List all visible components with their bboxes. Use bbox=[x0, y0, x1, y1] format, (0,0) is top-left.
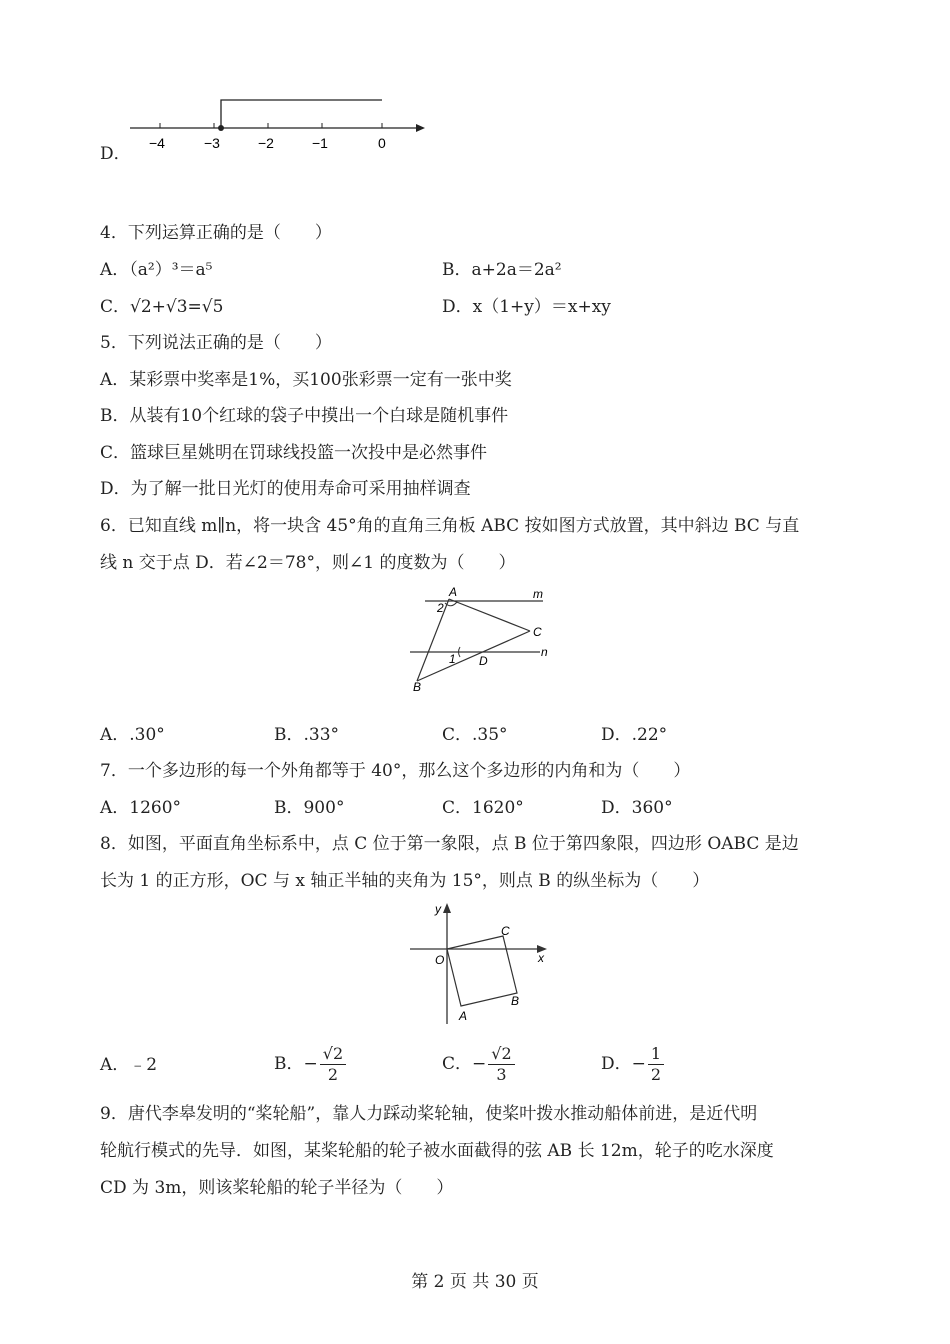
figure-label: D bbox=[479, 654, 488, 668]
tick-label: −2 bbox=[258, 135, 274, 151]
tick-label: 0 bbox=[378, 135, 386, 151]
q9-stem-line1: 9．唐代李皋发明的“桨轮船”，靠人力踩动桨轮轴，使桨叶拨水推动船体前进，是近代明 bbox=[100, 1104, 758, 1124]
q8-option-d bbox=[601, 1040, 664, 1088]
figure-label: y bbox=[435, 902, 441, 916]
q4-option-a: A．（a²）³＝a⁵ bbox=[100, 260, 213, 280]
q3-option-d: D． bbox=[100, 144, 131, 164]
figure-label: B bbox=[511, 994, 520, 1008]
q5-stem: 5．下列说法正确的是（ ） bbox=[100, 333, 332, 353]
q5-option-a: A．某彩票中奖率是1%，买100张彩票一定有一张中奖 bbox=[100, 370, 512, 390]
q9-stem-line3: CD 为 3m，则该桨轮船的轮子半径为（ ） bbox=[100, 1178, 454, 1198]
figure-label: 1 bbox=[449, 652, 456, 666]
figure-label: A bbox=[459, 1009, 468, 1023]
q6-option-b: B．.33° bbox=[274, 725, 340, 745]
fraction-denominator: 3 bbox=[496, 1065, 507, 1084]
q4-option-b: B．a+2a＝2a² bbox=[442, 260, 562, 280]
q5-option-d: D．为了解一批日光灯的使用寿命可采用抽样调查 bbox=[100, 479, 471, 499]
fraction-numerator: 1 bbox=[648, 1044, 664, 1065]
fraction bbox=[320, 1044, 346, 1085]
q6-option-d: D．.22° bbox=[601, 725, 668, 745]
q6-triangle-figure bbox=[405, 585, 560, 695]
q5-option-c: C．篮球巨星姚明在罚球线投篮一次投中是必然事件 bbox=[100, 443, 488, 463]
option-prefix: B．− bbox=[274, 1054, 318, 1074]
option-prefix: C．− bbox=[442, 1054, 487, 1074]
q8-coordinate-figure bbox=[405, 898, 555, 1028]
q7-option-b: B．900° bbox=[274, 798, 345, 818]
figure-label: m bbox=[533, 587, 543, 601]
q8-option-b bbox=[274, 1040, 346, 1088]
q4-option-c: C．√2+√3=√5 bbox=[100, 297, 224, 317]
q8-stem-line2: 长为 1 的正方形，OC 与 x 轴正半轴的夹角为 15°，则点 B 的纵坐标为（ ） bbox=[100, 871, 710, 891]
fraction-denominator: 2 bbox=[327, 1065, 339, 1084]
fraction bbox=[488, 1044, 514, 1085]
figure-label: O bbox=[435, 953, 445, 967]
figure-label: x bbox=[538, 951, 544, 965]
fraction-denominator: 2 bbox=[650, 1065, 662, 1084]
fraction bbox=[648, 1044, 664, 1085]
q6-stem-line1: 6．已知直线 m∥n，将一块含 45°角的直角三角板 ABC 按如图方式放置，其中斜边 BC 与直 bbox=[100, 516, 800, 536]
q6-option-c: C．.35° bbox=[442, 725, 508, 745]
q7-option-a: A．1260° bbox=[100, 798, 182, 818]
figure-label: B bbox=[413, 680, 422, 694]
q3-number-line-figure bbox=[125, 90, 435, 155]
option-prefix: D．− bbox=[601, 1054, 646, 1074]
fraction-numerator: √2 bbox=[488, 1044, 514, 1065]
q4-stem: 4．下列运算正确的是（ ） bbox=[100, 223, 332, 243]
tick-label: −3 bbox=[204, 135, 220, 151]
q6-stem-line2: 线 n 交于点 D．若∠2＝78°，则∠1 的度数为（ ） bbox=[100, 553, 516, 573]
q7-option-c: C．1620° bbox=[442, 798, 524, 818]
tick-label: −4 bbox=[149, 135, 165, 151]
tick-label: −1 bbox=[312, 135, 328, 151]
q6-option-a: A．.30° bbox=[100, 725, 165, 745]
q8-stem-line1: 8．如图，平面直角坐标系中，点 C 位于第一象限，点 B 位于第四象限，四边形 OABC 是边 bbox=[100, 834, 799, 854]
page-footer: 第 2 页 共 30 页 bbox=[411, 1272, 539, 1292]
q4-option-d: D．x（1+y）＝x+xy bbox=[442, 297, 611, 317]
figure-label: C bbox=[533, 625, 542, 639]
q8-option-c bbox=[442, 1040, 515, 1088]
q7-option-d: D．360° bbox=[601, 798, 673, 818]
q9-stem-line2: 轮航行模式的先导．如图，某桨轮船的轮子被水面截得的弦 AB 长 12m，轮子的吃水深度 bbox=[100, 1141, 774, 1161]
figure-label: A bbox=[449, 585, 458, 599]
q5-option-b: B．从装有10个红球的袋子中摸出一个白球是随机事件 bbox=[100, 406, 509, 426]
figure-label: C bbox=[501, 924, 510, 938]
q8-option-a: A．﹣2 bbox=[100, 1055, 158, 1075]
figure-label: 2 bbox=[437, 601, 444, 615]
q7-stem: 7．一个多边形的每一个外角都等于 40°，那么这个多边形的内角和为（ ） bbox=[100, 761, 691, 781]
figure-label: n bbox=[541, 645, 548, 659]
fraction-numerator: √2 bbox=[320, 1044, 346, 1065]
